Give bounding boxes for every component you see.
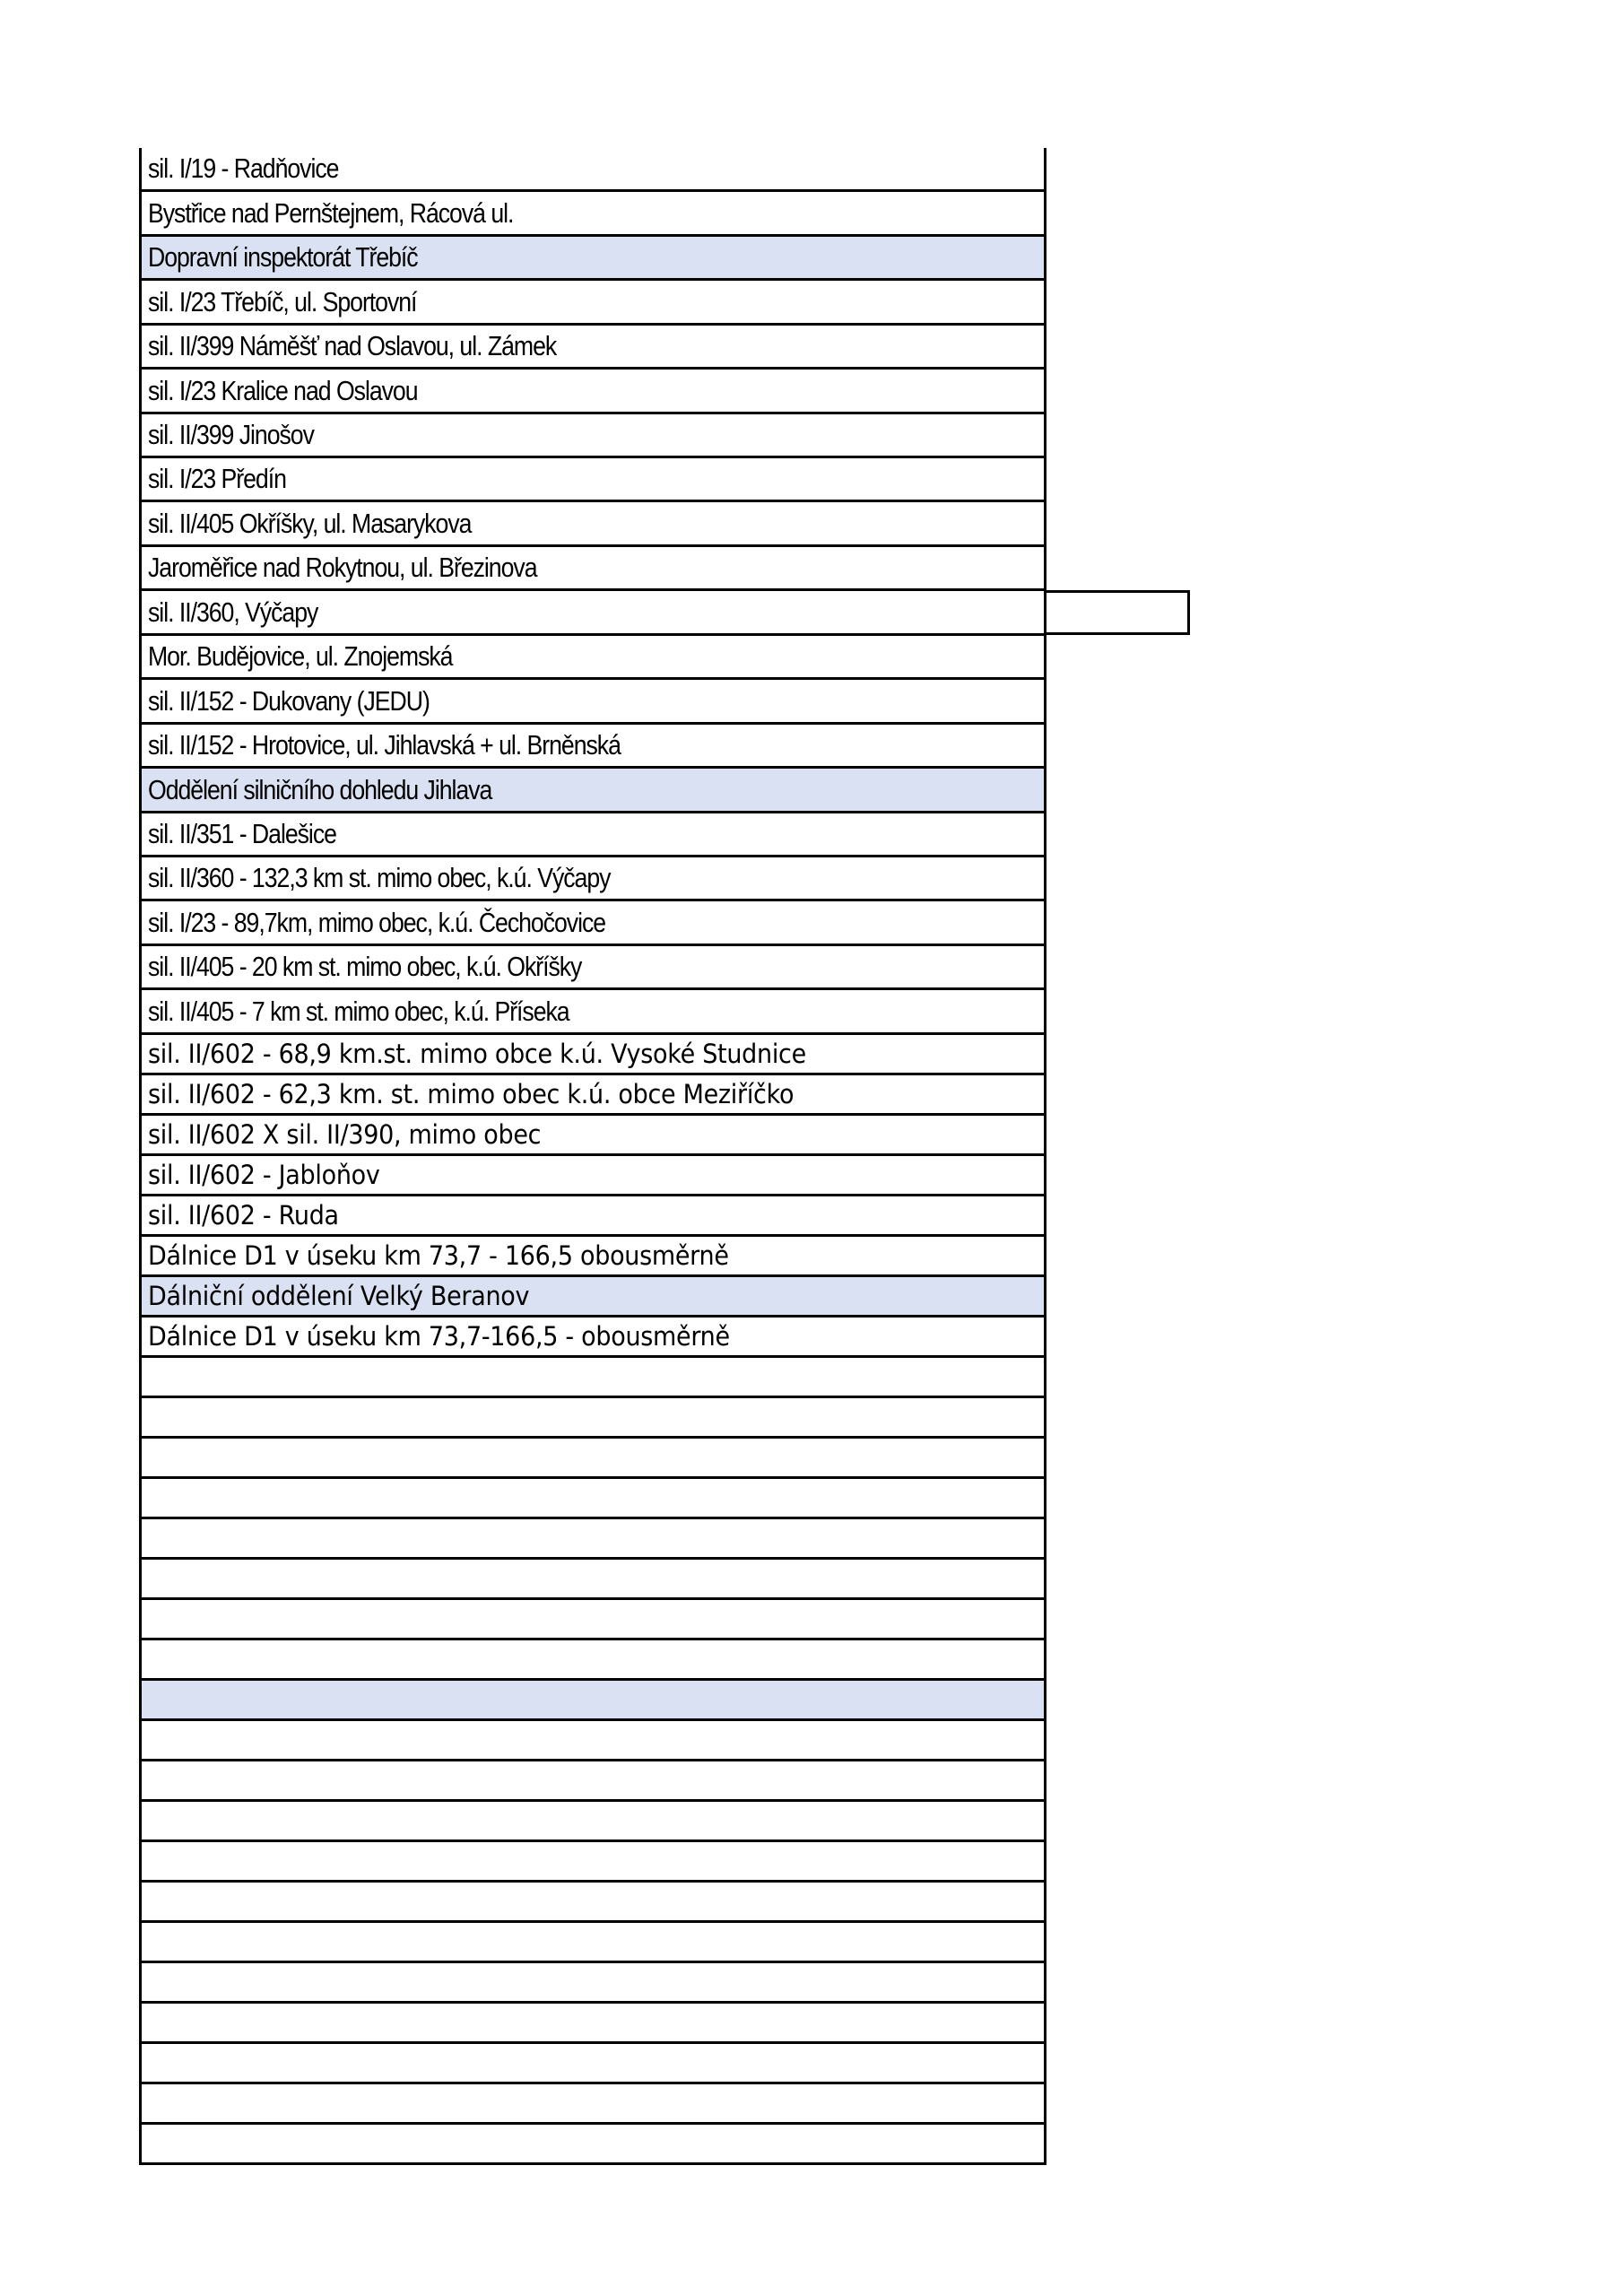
table-row [142, 2084, 1044, 2125]
section-header-row [142, 1277, 1044, 1318]
row-label: Mor. Budějovice, ul. Znojemská [148, 640, 453, 672]
table-row [142, 591, 1044, 636]
table-row [142, 370, 1044, 414]
row-label: sil. I/23 Kralice nad Oslavou [148, 374, 418, 406]
table-row [142, 547, 1044, 591]
row-label: sil. II/152 - Dukovany (JEDU) [148, 684, 430, 717]
table-row [142, 2044, 1044, 2084]
table-row [142, 1237, 1044, 1277]
table-row [142, 1035, 1044, 1075]
section-header-row [142, 237, 1044, 281]
table-row [142, 725, 1044, 769]
table-row [142, 1883, 1044, 1923]
table-row [142, 1358, 1044, 1398]
section-header-row [142, 1681, 1044, 1721]
table-row [142, 1923, 1044, 1963]
table-row [142, 1842, 1044, 1883]
table-row [142, 1318, 1044, 1358]
table-row [142, 148, 1044, 192]
row-label: sil. I/23 - 89,7km, mimo obec, k.ú. Čechočovice [148, 906, 606, 938]
table-row [142, 1398, 1044, 1439]
row-label: sil. II/602 - 68,9 km.st. mimo obce k.ú. Vysoké Studnice [148, 1039, 806, 1069]
table-row [142, 1075, 1044, 1116]
table-row [142, 636, 1044, 680]
table-row [142, 1963, 1044, 2004]
side-empty-cell [1046, 590, 1190, 635]
row-label: sil. II/399 Jinošov [148, 419, 314, 450]
table-row [142, 458, 1044, 502]
table-row [142, 813, 1044, 857]
section-header-row [142, 769, 1044, 813]
table-row [142, 1479, 1044, 1519]
row-label: Dálnice D1 v úseku km 73,7-166,5 - obousměrně [148, 1321, 730, 1352]
table-row [142, 1721, 1044, 1761]
table-row [142, 1439, 1044, 1479]
row-label: sil. II/360, Výčapy [148, 596, 318, 628]
table-row [142, 1802, 1044, 1842]
table-row [142, 1519, 1044, 1560]
row-label: sil. II/399 Náměšť nad Oslavou, ul. Zámek [148, 330, 557, 361]
table-row [142, 1560, 1044, 1600]
table-row [142, 1761, 1044, 1802]
table-row [142, 1196, 1044, 1237]
row-label: sil. II/152 - Hrotovice, ul. Jihlavská + ul. Brněnská [148, 729, 621, 761]
table-row [142, 1600, 1044, 1640]
row-label: Oddělení silničního dohledu Jihlava [148, 773, 492, 805]
row-label: sil. II/602 - Jabloňov [148, 1160, 380, 1190]
table-row [142, 502, 1044, 547]
table-row [142, 281, 1044, 326]
table-row [142, 1116, 1044, 1156]
table-row [142, 990, 1044, 1035]
row-label: sil. I/23 Třebíč, ul. Sportovní [148, 285, 417, 317]
row-label: sil. II/602 - 62,3 km. st. mimo obec k.ú. obce Meziříčko [148, 1079, 795, 1109]
location-table [139, 148, 1046, 2165]
table-row [142, 857, 1044, 901]
table-row [142, 414, 1044, 458]
row-label: sil. I/19 - Radňovice [148, 152, 339, 184]
row-label: Dálniční oddělení Velký Beranov [148, 1281, 530, 1311]
table-row [142, 326, 1044, 370]
row-label: Dopravní inspektorát Třebíč [148, 241, 418, 273]
table-row [142, 901, 1044, 946]
row-label: Dálnice D1 v úseku km 73,7 - 166,5 obousměrně [148, 1240, 729, 1271]
row-label: sil. II/351 - Dalešice [148, 818, 336, 849]
table-row [142, 680, 1044, 725]
row-label: sil. I/23 Předín [148, 463, 286, 494]
row-label: sil. II/405 - 20 km st. mimo obec, k.ú. Okříšky [148, 951, 582, 982]
table-row [142, 1156, 1044, 1196]
table-row [142, 946, 1044, 990]
row-label: sil. II/405 - 7 km st. mimo obec, k.ú. Příseka [148, 995, 569, 1027]
row-label: Jaroměřice nad Rokytnou, ul. Březinova [148, 552, 537, 583]
row-label: sil. II/602 X sil. II/390, mimo obec [148, 1119, 542, 1150]
table-row [142, 192, 1044, 237]
table-row [142, 2125, 1044, 2165]
row-label: sil. II/602 - Ruda [148, 1200, 339, 1231]
table-row [142, 1640, 1044, 1681]
row-label: sil. II/405 Okříšky, ul. Masarykova [148, 507, 472, 539]
row-label: sil. II/360 - 132,3 km st. mimo obec, k.ú. Výčapy [148, 862, 611, 893]
table-row [142, 2004, 1044, 2044]
row-label: Bystřice nad Pernštejnem, Rácová ul. [148, 196, 514, 229]
